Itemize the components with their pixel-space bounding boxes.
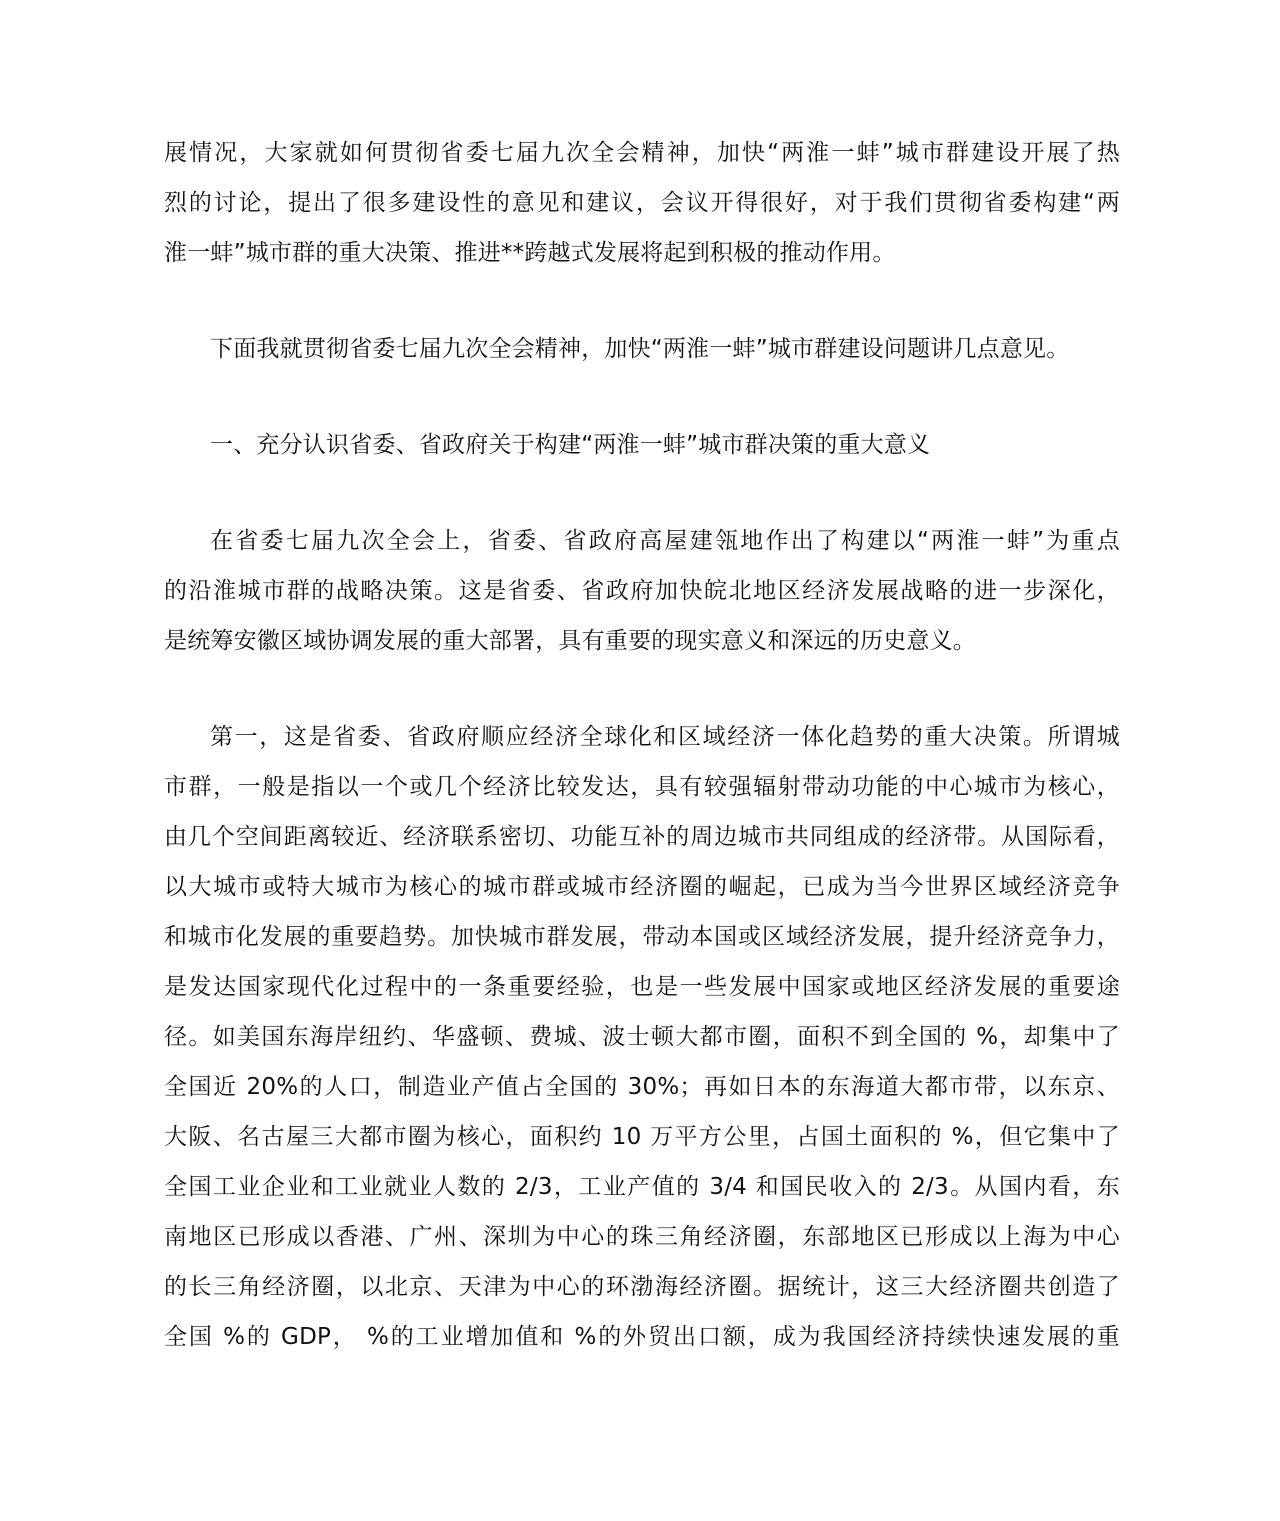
text-line: 由几个空间距离较近、经济联系密切、功能互补的周边城市共同组成的经济带。从国际看， <box>164 824 1120 850</box>
text-line: 市群，一般是指以一个或几个经济比较发达，具有较强辐射带动功能的中心城市为核心， <box>164 774 1120 800</box>
text-line: 第一，这是省委、省政府顺应经济全球化和区域经济一体化趋势的重大决策。所谓城 <box>210 724 1120 750</box>
text-line: 南地区已形成以香港、广州、深圳为中心的珠三角经济圈，东部地区已形成以上海为中心 <box>164 1224 1120 1250</box>
text-line: 在省委七届九次全会上，省委、省政府高屋建瓴地作出了构建以“两淮一蚌”为重点 <box>210 528 1120 554</box>
text-line: 全国工业企业和工业就业人数的 2/3，工业产值的 3/4 和国民收入的 2/3。从国内看，东 <box>164 1174 1120 1200</box>
text-line: 是发达国家现代化过程中的一条重要经验，也是一些发展中国家或地区经济发展的重要途 <box>164 974 1120 1000</box>
text-line: 径。如美国东海岸纽约、华盛顿、费城、波士顿大都市圈，面积不到全国的 %，却集中了 <box>164 1024 1120 1050</box>
text-line: 大阪、名古屋三大都市圈为核心，面积约 10 万平方公里，占国土面积的 %，但它集中了 <box>164 1124 1120 1150</box>
text-line: 的沿淮城市群的战略决策。这是省委、省政府加快皖北地区经济发展战略的进一步深化， <box>164 578 1120 604</box>
text-line: 展情况，大家就如何贯彻省委七届九次全会精神，加快“两淮一蚌”城市群建设开展了热 <box>164 140 1120 166</box>
paragraph-intro-continuation <box>164 128 1120 278</box>
text-line: 和城市化发展的重要趋势。加快城市群发展，带动本国或区域经济发展，提升经济竞争力， <box>164 924 1120 950</box>
text-line: 烈的讨论，提出了很多建设性的意见和建议，会议开得很好，对于我们贯彻省委构建“两 <box>164 190 1120 216</box>
text-line: 以大城市或特大城市为核心的城市群或城市经济圈的崛起，已成为当今世界区域经济竞争 <box>164 874 1120 900</box>
heading-text: 一、充分认识省委、省政府关于构建“两淮一蚌”城市群决策的重大意义 <box>210 432 931 458</box>
paragraph-point-first <box>164 712 1120 1362</box>
text-line: 下面我就贯彻省委七届九次全会精神，加快“两淮一蚌”城市群建设问题讲几点意见。 <box>210 336 1070 362</box>
text-line: 淮一蚌”城市群的重大决策、推进**跨越式发展将起到积极的推动作用。 <box>164 240 896 266</box>
document-page <box>164 128 1120 1362</box>
paragraph-lead-in <box>164 324 1120 374</box>
text-line: 全国 %的 GDP， %的工业增加值和 %的外贸出口额，成为我国经济持续快速发展的重 <box>164 1324 1120 1350</box>
text-line: 的长三角经济圈，以北京、天津为中心的环渤海经济圈。据统计，这三大经济圈共创造了 <box>164 1274 1120 1300</box>
paragraph-section-overview <box>164 516 1120 666</box>
text-line: 全国近 20%的人口，制造业产值占全国的 30%；再如日本的东海道大都市带，以东京、 <box>164 1074 1120 1100</box>
section-heading <box>164 420 1120 470</box>
text-line: 是统筹安徽区域协调发展的重大部署，具有重要的现实意义和深远的历史意义。 <box>164 628 976 654</box>
